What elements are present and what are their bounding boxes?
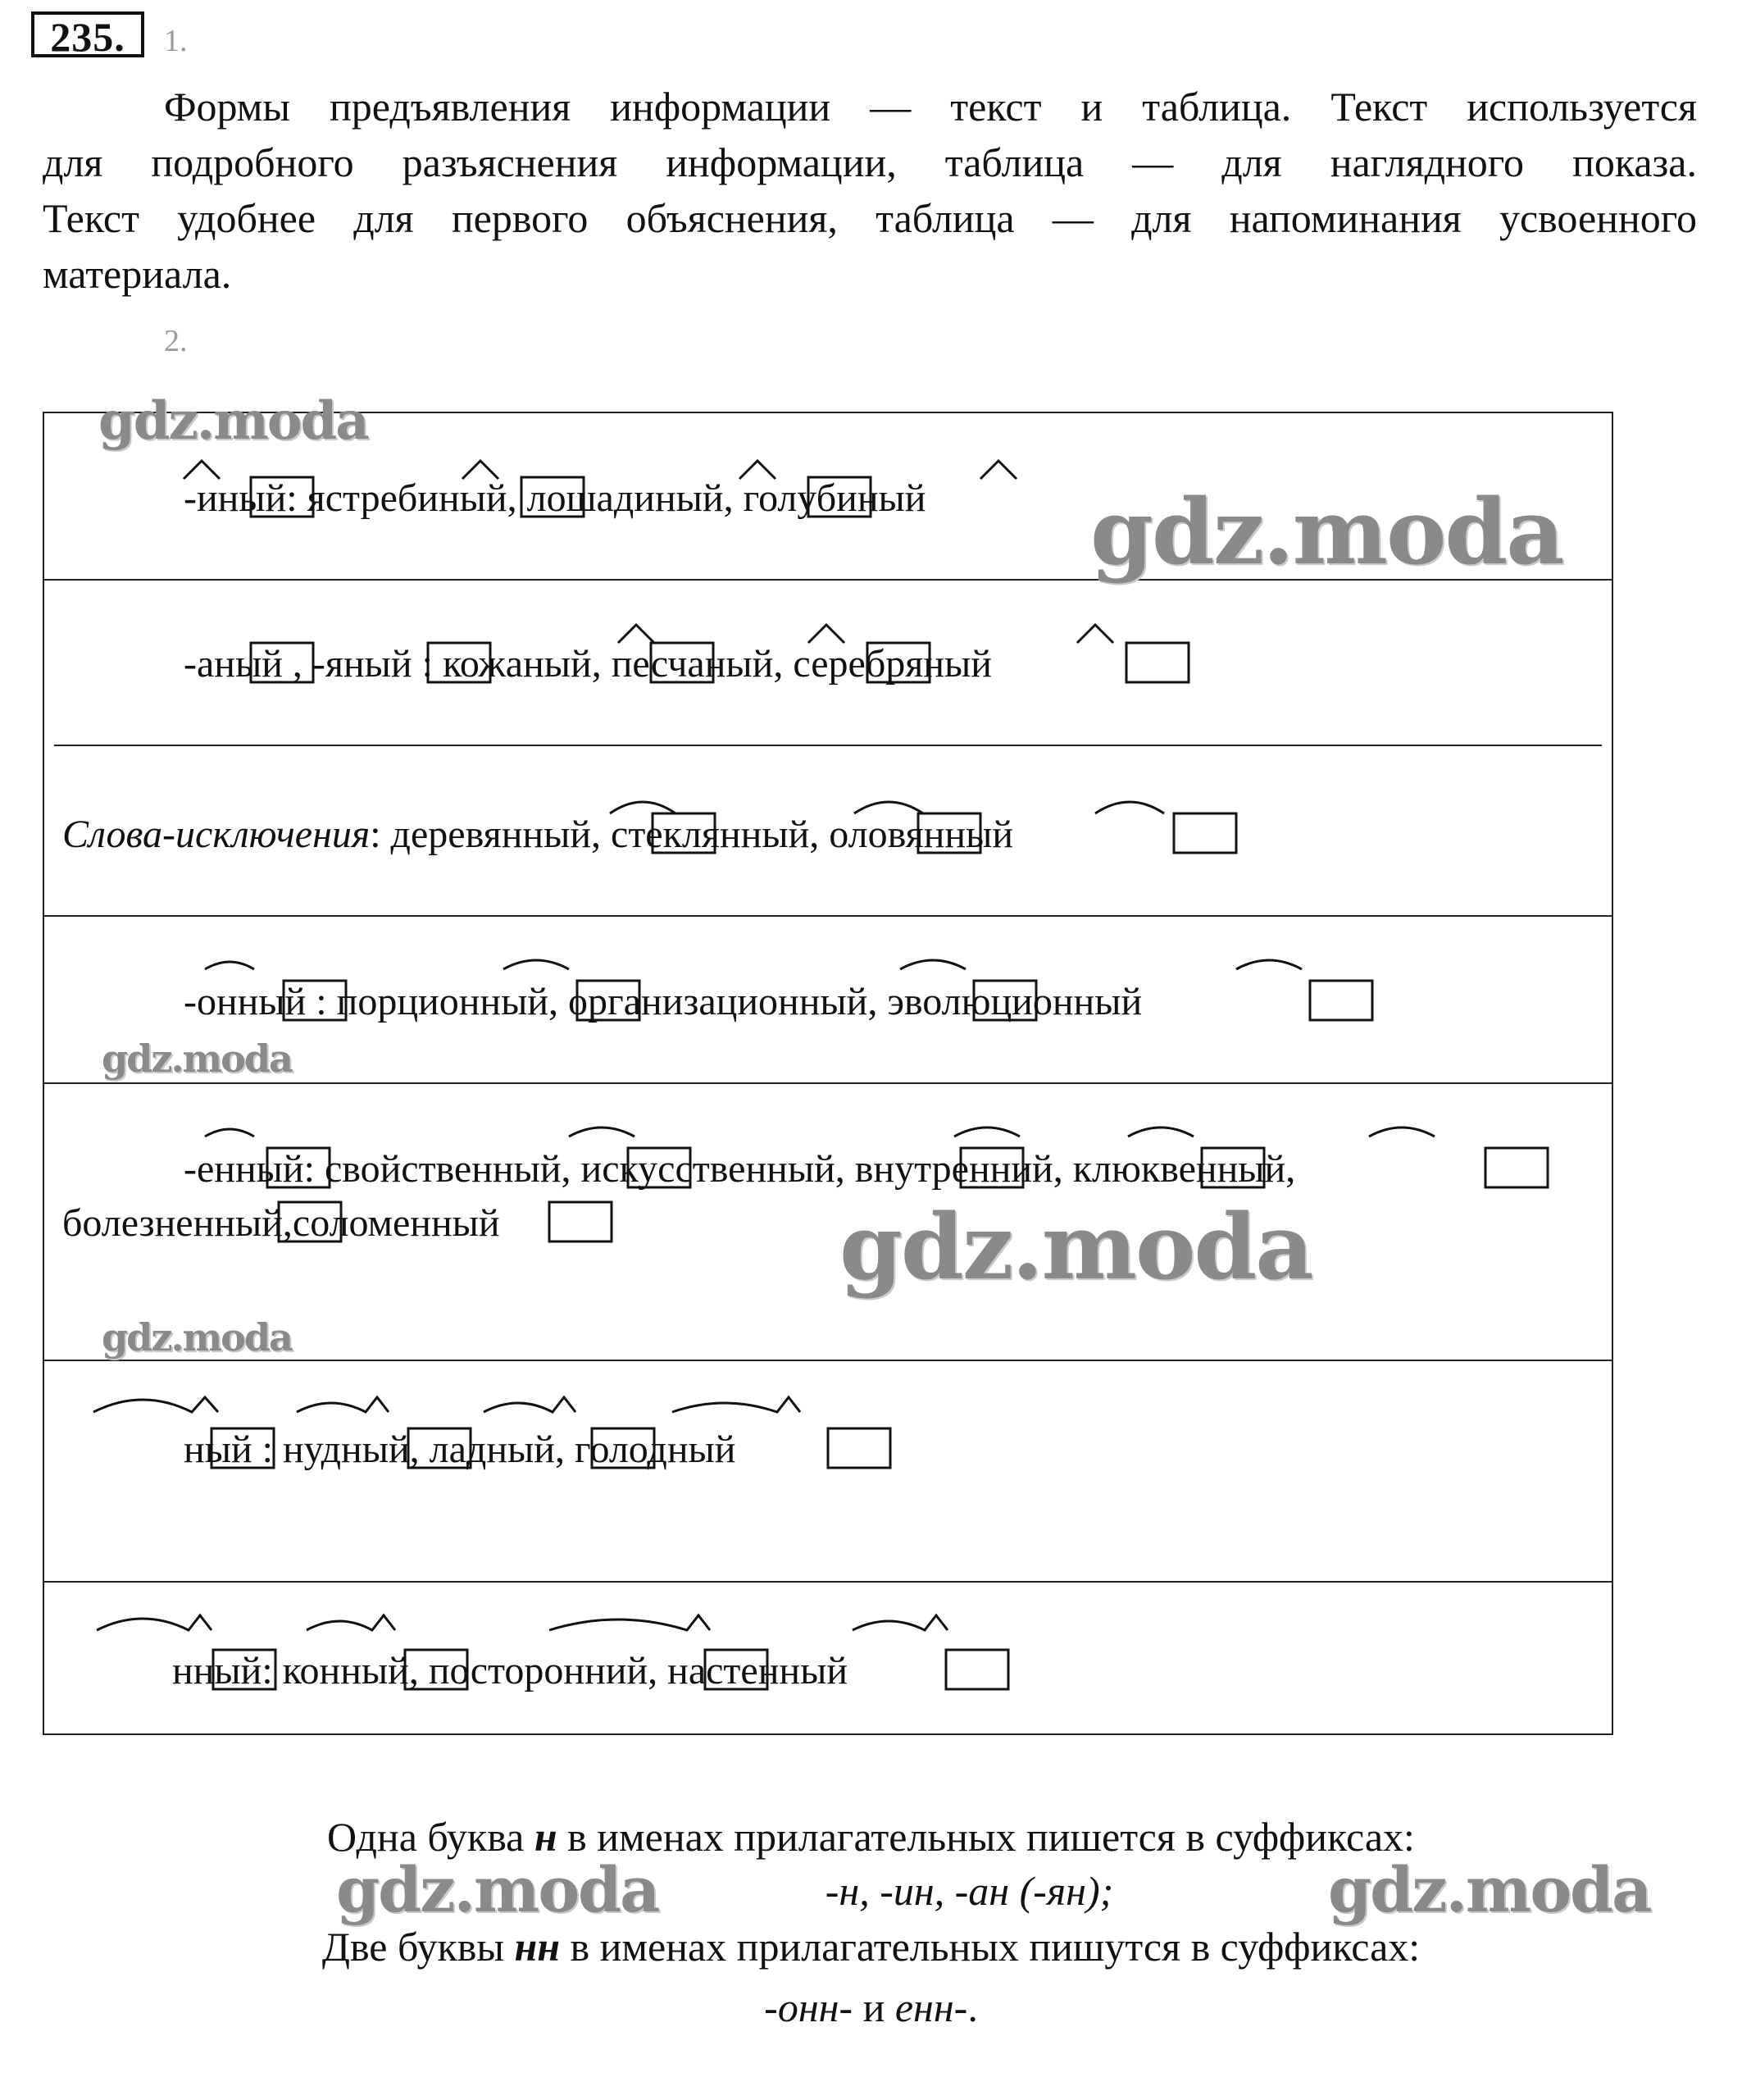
intro-line-3: Текст удобнее для первого объяснения, таблица — для напоминания усвоенного: [43, 195, 1697, 241]
summary-line-3: [0, 1922, 1742, 1971]
watermark-logo: gdz.moda: [102, 1315, 292, 1360]
table-row-2: -аный , -яный : кожаный, песчаный, серебряный: [184, 642, 992, 686]
watermark-logo: gdz.moda: [839, 1194, 1312, 1300]
table-row-5-continued: болезненный,соломенный: [62, 1201, 500, 1245]
exceptions-words: : деревянный, стеклянный, оловянный: [370, 813, 1013, 856]
summary-text: Две буквы: [321, 1924, 515, 1970]
summary-line-4: [0, 1983, 1742, 2032]
task-part-2-label: 2.: [164, 324, 188, 358]
intro-line-1: Формы предъявления информации — текст и таблица. Текст используется: [164, 84, 1697, 130]
watermark-logo: gdz.moda: [98, 390, 368, 452]
watermark-logo: gdz.moda: [336, 1853, 659, 1926]
summary-text: в именах прилагательных пишется в суффиксах:: [557, 1814, 1415, 1860]
intro-paragraph: [43, 79, 1697, 302]
summary-letter: н: [534, 1814, 557, 1860]
exercise-number: 235.: [31, 11, 144, 57]
table-row-1: -иный: ястребиный, лошадиный, голубиный: [184, 476, 926, 520]
table-row-4: -онный : порционный, организационный, эволюционный: [184, 980, 1143, 1023]
summary-period: .: [967, 1984, 978, 2030]
intro-line-2: для подробного разъяснения информации, таблица — для наглядного показа.: [43, 139, 1697, 185]
summary-conj: и: [853, 1984, 895, 2030]
summary-letters: нн: [514, 1924, 561, 1970]
intro-line-4: материала.: [43, 251, 232, 297]
watermark-logo: gdz.moda: [1090, 479, 1563, 585]
task-part-1-label: 1.: [164, 24, 188, 58]
watermark-logo: gdz.moda: [1328, 1853, 1651, 1926]
summary-text: Одна буква: [327, 1814, 534, 1860]
suffix-enn: енн-: [894, 1984, 968, 2030]
table-row-6: ный : нудный, ладный, голодный: [184, 1428, 736, 1471]
table-row-5: -енный: свойственный, искусственный, внутренний, клюквенный,: [184, 1147, 1296, 1191]
suffix-onn: -онн-: [764, 1984, 853, 2030]
watermark-logo: gdz.moda: [102, 1036, 292, 1081]
exceptions-label: Слова-исключения: [62, 813, 371, 856]
summary-line-1: [0, 1812, 1742, 1861]
summary-text: в именах прилагательных пишутся в суффиксах:: [560, 1924, 1421, 1970]
summary-line-2: -н, -ин, -ан (-ян);: [825, 1868, 1114, 1914]
table-row-7: нный: конный, посторонний, настенный: [172, 1649, 848, 1692]
